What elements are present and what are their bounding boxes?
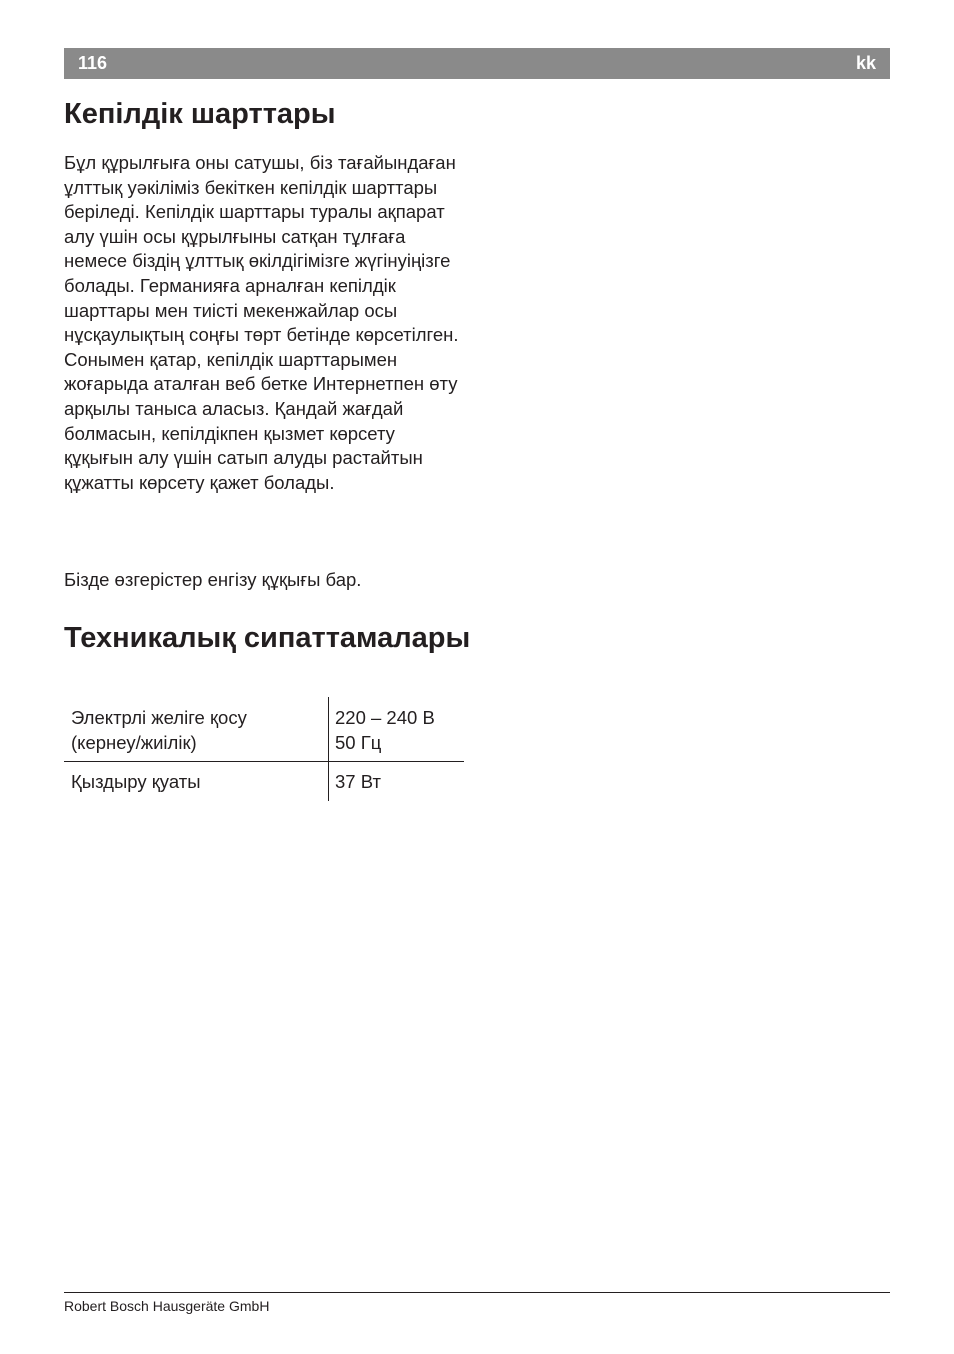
footer-divider [64,1292,890,1293]
spec-label-power-connection [64,697,329,762]
warranty-paragraph: Бұл құрылғыға оны сатушы, біз тағайындаған ұлттық уәкіліміз бекіткен кепілдік шарттары беріледі. Кепілдік шарттары туралы ақпарат алу үшін осы құрылғыны сатқан тұлғаға немесе біздің ұлттық өкілдігімізге жүгінуіңізге болады. Германияға арналған кепілдік шарттары мен тиісті мекенжайлар осы нұсқаулықтың соңғы төрт бетінде көрсетілген. Сонымен қатар, кепілдік шарттарымен жоғарыда аталған веб бетке Интернетпен өту арқылы таныса аласыз. Қандай жағдай болмасын, кепілдікпен қызмет көрсету құқығын алу үшін сатып алуды растайтын құжатты көрсету қажет болады. [64,152,459,493]
changes-notice: Бізде өзгерістер енгізу құқығы бар. [64,569,362,590]
page-number: 116 [78,53,108,73]
spec-value-line: 220 – 240 В [335,707,435,728]
spec-label-line: Электрлі желіге қосу [71,707,247,728]
spec-value-line: 50 Гц [335,731,382,753]
spec-label-heating-power [64,762,329,801]
table-row [64,697,464,762]
table-row [64,762,464,801]
spec-label-line: Қыздыру қуаты [71,771,201,793]
spec-value-power-connection [329,697,465,762]
spec-value-heating-power [329,762,465,801]
footer-company-name: Robert Bosch Hausgeräte GmbH [64,1298,270,1314]
language-code: kk [855,53,876,73]
specs-table [64,697,464,801]
page-header-bar [64,48,890,79]
warranty-heading: Кепілдік шарттары [64,98,336,130]
spec-label-line: (кернеу/жиілік) [71,731,197,753]
technical-specs-heading: Техникалық сипаттамалары [64,622,471,654]
spec-value-line: 37 Вт [335,771,381,793]
